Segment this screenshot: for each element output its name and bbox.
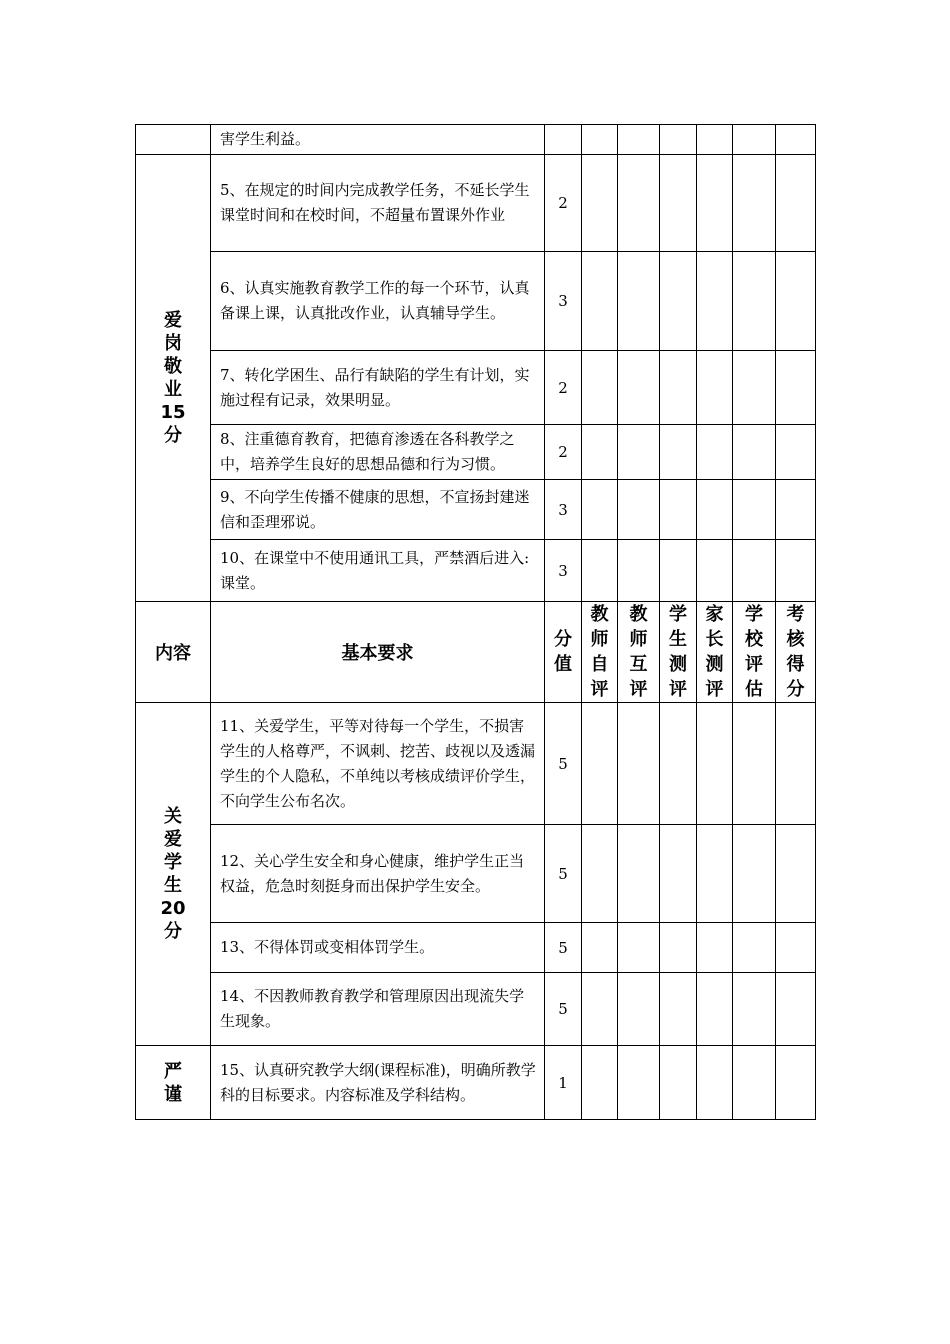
school-eval-cell[interactable] [733,1046,776,1120]
school-eval-cell[interactable] [733,703,776,825]
evaluation-table [135,124,816,1120]
requirement-cell: 5、在规定的时间内完成教学任务，不延长学生课堂时间和在校时间，不超量布置课外作业 [211,155,545,252]
requirement-header: 基本要求 [211,602,545,703]
section-label-cell: 严 谨 [136,1046,211,1120]
student-eval-cell[interactable] [660,703,697,825]
self-eval-cell[interactable] [582,425,618,480]
parent-eval-cell[interactable] [697,125,733,155]
section-label-cell: 爱 岗 敬 业 15 分 [136,155,211,602]
student-eval-cell[interactable] [660,351,697,425]
score-header: 分 值 [545,602,582,703]
self-eval-cell[interactable] [582,923,618,973]
parent-eval-header: 家 长 测 评 [697,602,733,703]
school-eval-cell[interactable] [733,923,776,973]
final-score-cell[interactable] [776,923,816,973]
requirement-cell: 9、不向学生传播不健康的思想，不宣扬封建迷信和歪理邪说。 [211,480,545,540]
self-eval-cell[interactable] [582,973,618,1046]
self-eval-cell[interactable] [582,540,618,602]
peer-eval-cell[interactable] [618,125,660,155]
student-eval-cell[interactable] [660,973,697,1046]
school-eval-cell[interactable] [733,155,776,252]
table-row [136,825,816,923]
final-score-cell[interactable] [776,1046,816,1120]
requirement-cell: 6、认真实施教育教学工作的每一个环节，认真备课上课，认真批改作业，认真辅导学生。 [211,252,545,351]
requirement-cell: 8、注重德育教育，把德育渗透在各科教学之中，培养学生良好的思想品德和行为习惯。 [211,425,545,480]
requirement-cell: 害学生利益。 [211,125,545,155]
table-row [136,973,816,1046]
peer-eval-cell[interactable] [618,252,660,351]
student-eval-cell[interactable] [660,540,697,602]
peer-eval-cell[interactable] [618,973,660,1046]
parent-eval-cell[interactable] [697,540,733,602]
requirement-cell: 10、在课堂中不使用通讯工具，严禁酒后进入:课堂。 [211,540,545,602]
school-eval-header: 学 校 评 估 [733,602,776,703]
section-label-cell: 关 爱 学 生 20 分 [136,703,211,1046]
table-header-row [136,602,816,703]
table-row [136,923,816,973]
student-eval-cell[interactable] [660,155,697,252]
table-row [136,1046,816,1120]
requirement-cell: 12、关心学生安全和身心健康，维护学生正当权益，危急时刻挺身而出保护学生安全。 [211,825,545,923]
score-cell: 5 [545,973,582,1046]
final-score-cell[interactable] [776,973,816,1046]
table-row [136,540,816,602]
score-cell: 2 [545,425,582,480]
self-eval-cell[interactable] [582,1046,618,1120]
table-row [136,703,816,825]
final-score-header: 考 核 得 分 [776,602,816,703]
parent-eval-cell[interactable] [697,825,733,923]
score-cell: 5 [545,703,582,825]
self-eval-cell[interactable] [582,825,618,923]
school-eval-cell[interactable] [733,351,776,425]
section-label-cell [136,125,211,155]
table-row [136,125,816,155]
final-score-cell[interactable] [776,480,816,540]
self-eval-cell[interactable] [582,125,618,155]
parent-eval-cell[interactable] [697,480,733,540]
peer-eval-cell[interactable] [618,155,660,252]
peer-eval-cell[interactable] [618,825,660,923]
student-eval-cell[interactable] [660,252,697,351]
table-row [136,480,816,540]
final-score-cell[interactable] [776,351,816,425]
student-eval-cell[interactable] [660,825,697,923]
score-cell: 2 [545,155,582,252]
school-eval-cell[interactable] [733,252,776,351]
requirement-cell: 13、不得体罚或变相体罚学生。 [211,923,545,973]
score-cell: 3 [545,252,582,351]
student-eval-cell[interactable] [660,125,697,155]
parent-eval-cell[interactable] [697,155,733,252]
parent-eval-cell[interactable] [697,923,733,973]
parent-eval-cell[interactable] [697,973,733,1046]
parent-eval-cell[interactable] [697,703,733,825]
parent-eval-cell[interactable] [697,351,733,425]
score-cell: 3 [545,540,582,602]
student-eval-cell[interactable] [660,923,697,973]
final-score-cell[interactable] [776,825,816,923]
self-eval-cell[interactable] [582,351,618,425]
score-cell [545,125,582,155]
peer-eval-cell[interactable] [618,351,660,425]
requirement-cell: 7、转化学困生、品行有缺陷的学生有计划，实施过程有记录，效果明显。 [211,351,545,425]
final-score-cell[interactable] [776,155,816,252]
table-row [136,425,816,480]
student-eval-header: 学 生 测 评 [660,602,697,703]
peer-eval-cell[interactable] [618,480,660,540]
final-score-cell[interactable] [776,703,816,825]
score-cell: 1 [545,1046,582,1120]
self-eval-header: 教 师 自 评 [582,602,618,703]
peer-eval-header: 教 师 互 评 [618,602,660,703]
final-score-cell[interactable] [776,125,816,155]
self-eval-cell[interactable] [582,252,618,351]
peer-eval-cell[interactable] [618,923,660,973]
school-eval-cell[interactable] [733,973,776,1046]
school-eval-cell[interactable] [733,125,776,155]
student-eval-cell[interactable] [660,1046,697,1120]
parent-eval-cell[interactable] [697,425,733,480]
score-cell: 5 [545,825,582,923]
peer-eval-cell[interactable] [618,425,660,480]
table-row [136,155,816,252]
peer-eval-cell[interactable] [618,703,660,825]
school-eval-cell[interactable] [733,480,776,540]
self-eval-cell[interactable] [582,480,618,540]
peer-eval-cell[interactable] [618,540,660,602]
school-eval-cell[interactable] [733,825,776,923]
school-eval-cell[interactable] [733,540,776,602]
student-eval-cell[interactable] [660,425,697,480]
peer-eval-cell[interactable] [618,1046,660,1120]
parent-eval-cell[interactable] [697,1046,733,1120]
final-score-cell[interactable] [776,540,816,602]
table-row [136,351,816,425]
school-eval-cell[interactable] [733,425,776,480]
requirement-cell: 11、关爱学生，平等对待每一个学生，不损害学生的人格尊严，不讽刺、挖苦、歧视以及透漏学生的个人隐私，不单纯以考核成绩评价学生，不向学生公布名次。 [211,703,545,825]
final-score-cell[interactable] [776,252,816,351]
final-score-cell[interactable] [776,425,816,480]
self-eval-cell[interactable] [582,703,618,825]
requirement-cell: 15、认真研究教学大纲(课程标准)，明确所教学科的目标要求。内容标准及学科结构。 [211,1046,545,1120]
score-cell: 3 [545,480,582,540]
table-row [136,252,816,351]
score-cell: 2 [545,351,582,425]
score-cell: 5 [545,923,582,973]
content-header: 内容 [136,602,211,703]
parent-eval-cell[interactable] [697,252,733,351]
self-eval-cell[interactable] [582,155,618,252]
requirement-cell: 14、不因教师教育教学和管理原因出现流失学生现象。 [211,973,545,1046]
student-eval-cell[interactable] [660,480,697,540]
